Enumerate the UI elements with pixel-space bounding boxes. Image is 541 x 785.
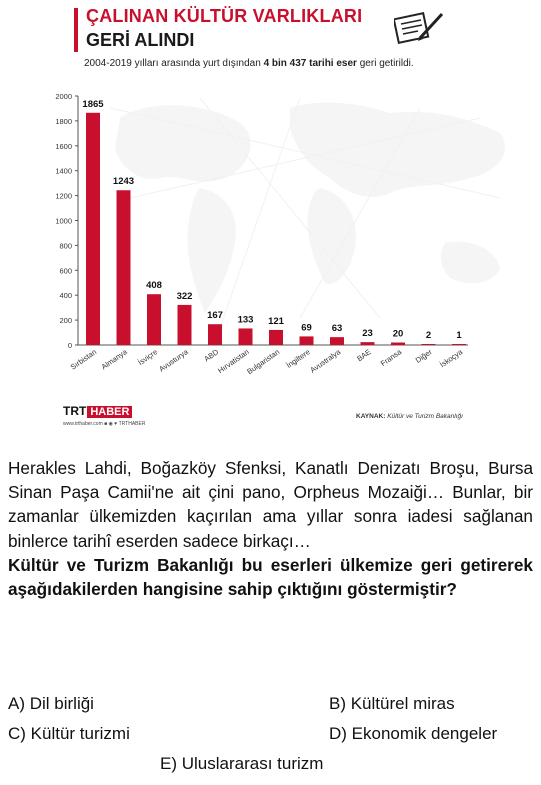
bar <box>391 343 405 345</box>
logo-trt: TRT <box>63 404 87 418</box>
document-pen-icon <box>394 8 444 46</box>
x-tick-label: Diğer <box>413 347 434 365</box>
x-tick-label: Avusturya <box>157 347 190 374</box>
question-prompt: Kültür ve Turizm Bakanlığı bu eserleri ülkemize geri getirerek aşağıdakilerden hangisine sahip çıktığını göstermiştir? <box>8 554 533 600</box>
world-map-background <box>110 98 505 328</box>
x-tick-label: ABD <box>202 347 221 364</box>
y-tick-label: 1400 <box>55 166 72 176</box>
x-tick-label: Almanya <box>99 347 129 372</box>
option-a[interactable]: A) Dil birliği <box>8 694 94 713</box>
x-tick-label: Hırvatistan <box>216 347 251 376</box>
bar <box>86 113 100 345</box>
y-tick-label: 1600 <box>55 141 72 151</box>
source-text: Kültür ve Turizm Bakanlığı <box>387 413 463 420</box>
option-c[interactable]: C) Kültür turizmi <box>8 724 130 743</box>
source-note <box>356 413 463 420</box>
bar-value-label: 1 <box>456 330 462 341</box>
bar-value-label: 408 <box>146 280 162 292</box>
bar-value-label: 63 <box>331 323 343 335</box>
x-tick-label: İsviçre <box>136 347 160 368</box>
logo-social: TRTHABER <box>118 421 146 427</box>
y-tick-label: 0 <box>67 341 72 350</box>
logo-web-line <box>63 421 145 427</box>
subtitle-highlight: 4 bin 437 tarihi eser <box>263 58 357 69</box>
x-tick-label: İskoçya <box>438 347 465 370</box>
bar <box>117 190 131 345</box>
x-tick-label: Avustralya <box>308 347 343 375</box>
x-axis-labels <box>69 347 465 376</box>
y-tick-label: 400 <box>59 291 72 301</box>
bar-value-label: 121 <box>268 315 284 327</box>
x-tick-label: Sırbistan <box>68 347 99 372</box>
bar-value-label: 20 <box>392 328 404 340</box>
bar <box>239 328 253 345</box>
infographic-title-line2: GERİ ALINDI <box>86 30 195 50</box>
bar-chart <box>0 78 541 400</box>
y-tick-label: 2000 <box>55 92 72 101</box>
logo-web: www.trthaber.com <box>63 421 103 427</box>
bar <box>330 337 344 345</box>
bar <box>361 342 375 345</box>
option-d[interactable]: D) Ekonomik dengeler <box>329 724 498 743</box>
x-tick-label: İngiltere <box>284 347 312 370</box>
bar-value-label: 23 <box>362 328 373 340</box>
y-tick-label: 200 <box>59 316 72 326</box>
bar-value-label: 1865 <box>82 98 104 110</box>
subtitle-prefix: 2004-2019 yılları arasında yurt dışından <box>84 58 261 69</box>
question-intro: Herakles Lahdi, Boğazköy Sfenksi, Kanatlı Denizatı Broşu, Bursa Sinan Paşa Camii'ne ait çini pano, Orpheus Mozaiği… Bunlar, bir zamanlar ülkemizden kaçırılan ama yıllar sonra iadesi sağlanan binlerce tarihî eserden sadece birkaçı… <box>8 458 533 551</box>
option-e[interactable]: E) Uluslararası turizm <box>160 754 324 773</box>
y-tick-label: 800 <box>59 241 72 251</box>
x-tick-label: Bulgaristan <box>245 347 282 377</box>
bar-value-label: 2 <box>425 330 432 341</box>
social-icons: ■ ◉ ♥ <box>104 421 118 427</box>
infographic-title-line1: ÇALINAN KÜLTÜR VARLIKLARI <box>86 6 363 26</box>
y-tick-label: 600 <box>59 266 72 276</box>
bar-value-label: 167 <box>207 310 223 322</box>
bar <box>208 324 222 345</box>
bar <box>178 305 192 345</box>
bar <box>452 344 466 345</box>
source-label: KAYNAK: <box>356 413 386 420</box>
subtitle-suffix: geri getirildi. <box>359 58 414 69</box>
y-tick-label: 1200 <box>55 191 72 201</box>
x-tick-label: BAE <box>355 347 373 364</box>
trt-haber-logo <box>63 402 145 427</box>
title-accent-bar <box>74 8 78 52</box>
bar <box>300 336 314 345</box>
bar <box>147 294 161 345</box>
logo-haber: HABER <box>87 406 132 418</box>
infographic-subtitle <box>84 58 414 69</box>
bar-value-label: 1243 <box>112 176 135 188</box>
option-b[interactable]: B) Kültürel miras <box>329 694 455 713</box>
bar-value-label: 133 <box>237 314 254 326</box>
y-tick-label: 1800 <box>55 116 72 126</box>
x-tick-label: Fransa <box>378 347 404 369</box>
bar <box>269 330 283 345</box>
question-text <box>8 456 533 601</box>
bar <box>422 344 436 345</box>
bar-value-label: 322 <box>176 290 193 302</box>
y-tick-label: 1000 <box>55 216 72 226</box>
bar-value-label: 69 <box>301 322 312 334</box>
